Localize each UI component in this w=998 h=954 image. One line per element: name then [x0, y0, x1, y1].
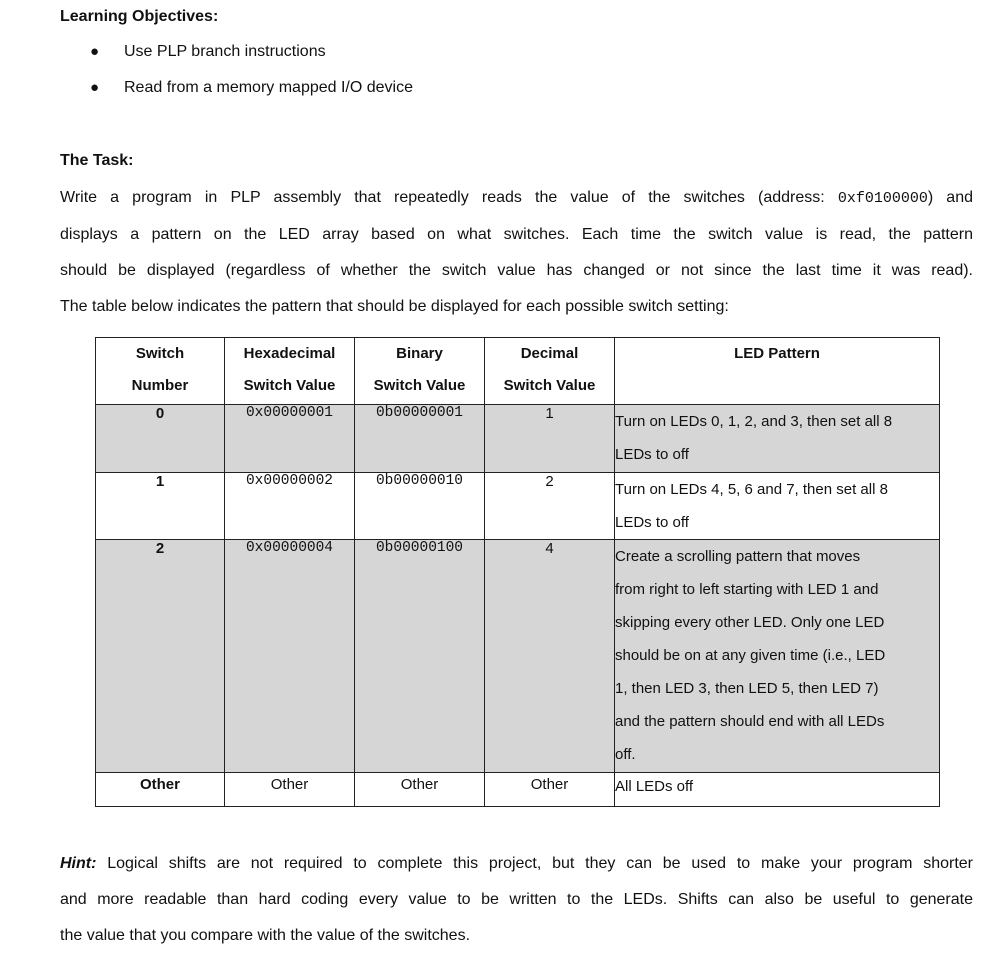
cell-hex-value: Other [225, 773, 355, 807]
header-hex-value: Hexadecimal Switch Value [225, 338, 355, 405]
bullet-icon: ● [90, 43, 100, 60]
hint-line-1: Hint: Logical shifts are not required to complete this project, but they can be used to make your program shorter [60, 855, 973, 872]
cell-led-pattern: Turn on LEDs 0, 1, 2, and 3, then set all 8 LEDs to off [615, 405, 940, 473]
objective-text: Use PLP branch instructions [124, 43, 326, 60]
cell-hex-value: 0x00000004 [225, 540, 355, 773]
cell-binary-value: 0b00000010 [355, 473, 485, 540]
cell-decimal-value: 4 [485, 540, 615, 773]
hint-paragraph [60, 846, 973, 954]
header-binary-value: Binary Switch Value [355, 338, 485, 405]
cell-binary-value: Other [355, 773, 485, 807]
switch-pattern-table [95, 337, 940, 807]
objectives-heading: Learning Objectives: [60, 8, 219, 25]
table-row [96, 540, 940, 773]
bullet-icon: ● [90, 79, 100, 96]
cell-binary-value: 0b00000001 [355, 405, 485, 473]
hint-line-2: and more readable than hard coding every value to be written to the LEDs. Shifts can also be useful to generate [60, 891, 973, 908]
hint-line-3: the value that you compare with the value of the switches. [60, 927, 471, 944]
table-row [96, 405, 940, 473]
cell-hex-value: 0x00000002 [225, 473, 355, 540]
switch-address: 0xf0100000 [837, 190, 928, 207]
table-row [96, 773, 940, 807]
cell-switch-number: Other [96, 773, 225, 807]
cell-binary-value: 0b00000100 [355, 540, 485, 773]
cell-decimal-value: 1 [485, 405, 615, 473]
cell-switch-number: 1 [96, 473, 225, 540]
cell-led-pattern: Turn on LEDs 4, 5, 6 and 7, then set all 8 LEDs to off [615, 473, 940, 540]
table-row [96, 473, 940, 540]
task-line-3: should be displayed (regardless of whether the switch value has changed or not since the last time it was read). [60, 262, 973, 279]
header-led-pattern: LED Pattern [615, 338, 940, 405]
hint-label: Hint: [60, 855, 97, 872]
header-switch-number: Switch Number [96, 338, 225, 405]
cell-decimal-value: 2 [485, 473, 615, 540]
header-decimal-value: Decimal Switch Value [485, 338, 615, 405]
task-paragraph [60, 180, 973, 325]
cell-led-pattern: All LEDs off [615, 773, 940, 807]
table-header-row [96, 338, 940, 405]
cell-switch-number: 0 [96, 405, 225, 473]
task-line-1: Write a program in PLP assembly that repeatedly reads the value of the switches (address: 0xf0100000) and [60, 189, 974, 207]
task-heading: The Task: [60, 152, 134, 169]
cell-led-pattern: Create a scrolling pattern that moves from right to left starting with LED 1 and skipping every other LED. Only one LED should be on at any given time (i.e., LED 1, then LED 3, then LED 5, then LED 7) and the pattern should end with all LEDs off. [615, 540, 940, 773]
cell-decimal-value: Other [485, 773, 615, 807]
objective-text: Read from a memory mapped I/O device [124, 79, 414, 96]
task-line-2: displays a pattern on the LED array based on what switches. Each time the switch value is read, the pattern [60, 226, 973, 243]
cell-switch-number: 2 [96, 540, 225, 773]
cell-hex-value: 0x00000001 [225, 405, 355, 473]
task-line-4: The table below indicates the pattern that should be displayed for each possible switch setting: [60, 298, 729, 315]
